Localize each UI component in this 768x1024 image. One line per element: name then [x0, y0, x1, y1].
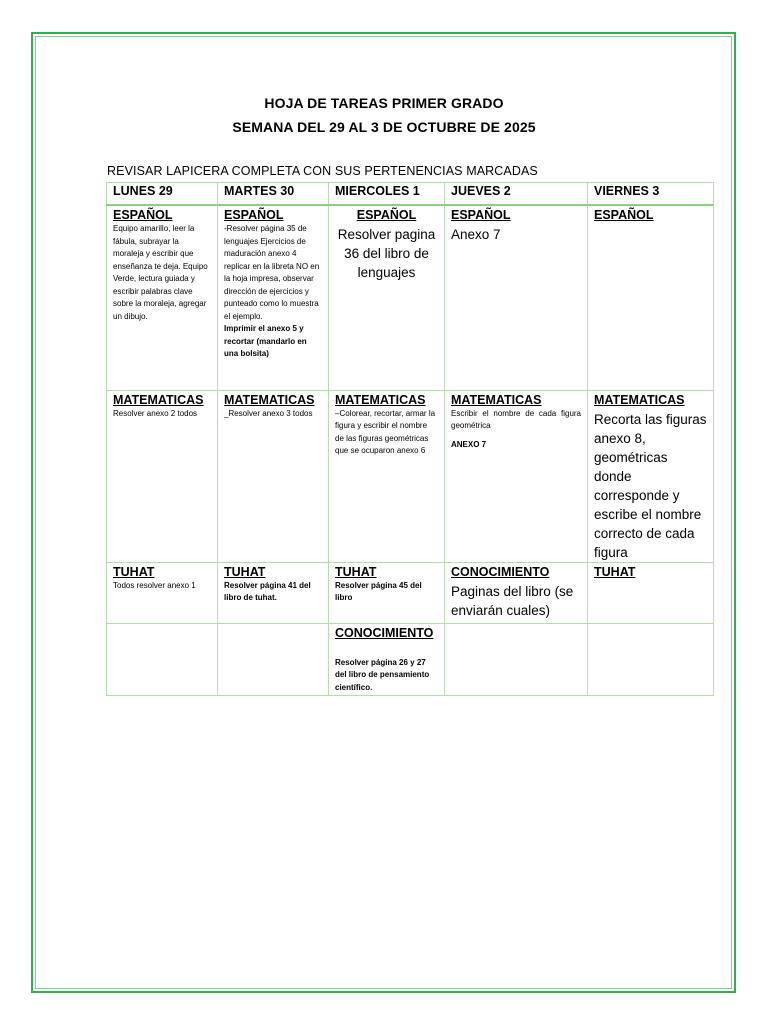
task-text: _Resolver anexo 3 todos — [224, 408, 313, 418]
day-header-wednesday: MIERCOLES 1 — [329, 183, 445, 206]
subject-heading: MATEMATICAS — [113, 392, 204, 407]
subject-heading: TUHAT — [594, 564, 636, 579]
cell-tuesday-matematicas — [218, 390, 329, 562]
task-text: Resolver página 41 del libro de tuhat. — [224, 580, 311, 602]
subject-heading: ESPAÑOL — [356, 208, 417, 222]
cell-thursday-matematicas — [445, 390, 588, 562]
task-text-bold: ANEXO 7 — [451, 439, 487, 449]
cell-empty — [218, 623, 329, 695]
table-row — [107, 390, 714, 562]
cell-friday-espanol — [588, 205, 714, 390]
cell-friday-matematicas — [588, 390, 714, 562]
cell-thursday-espanol — [445, 205, 588, 390]
subject-heading: ESPAÑOL — [594, 208, 654, 222]
task-text: –Colorear, recortar, armar la figura y escribir el nombre de las figuras geométricas que se ocuparon anexo 6 — [335, 408, 436, 455]
task-text: Resolver página 45 del libro — [335, 580, 422, 602]
subject-heading: CONOCIMIENTO — [451, 564, 550, 579]
subject-heading: ESPAÑOL — [224, 208, 284, 222]
cell-monday-tuhat — [107, 562, 218, 623]
cell-tuesday-espanol — [218, 205, 329, 390]
task-text-bold: Imprimir el anexo 5 y recortar (mandarlo en una bolsita) — [224, 324, 307, 358]
cell-tuesday-tuhat — [218, 562, 329, 623]
subject-heading: MATEMATICAS — [451, 392, 542, 407]
subject-heading: MATEMATICAS — [224, 392, 315, 407]
cell-monday-matematicas — [107, 390, 218, 562]
subject-heading: ESPAÑOL — [451, 208, 511, 222]
cell-thursday-conocimiento — [445, 562, 588, 623]
task-text: Resolver página 26 y 27 del libro de pensamiento científico. — [335, 657, 430, 692]
task-text: Paginas del libro (se enviarán cuales) — [451, 583, 574, 618]
page-subtitle: SEMANA DEL 29 AL 3 DE OCTUBRE DE 2025 — [232, 119, 536, 135]
task-text: Resolver anexo 2 todos — [113, 408, 198, 418]
cell-empty — [107, 623, 218, 695]
page-title: HOJA DE TAREAS PRIMER GRADO — [264, 95, 504, 111]
general-note: REVISAR LAPICERA COMPLETA CON SUS PERTENENCIAS MARCADAS — [107, 164, 538, 178]
table-row — [107, 623, 714, 695]
table-row — [107, 562, 714, 623]
day-header-tuesday: MARTES 30 — [218, 183, 329, 206]
cell-wednesday-tuhat — [329, 562, 445, 623]
cell-monday-espanol — [107, 205, 218, 390]
task-text: Resolver pagina 36 del libro de lenguajes — [337, 227, 436, 280]
table-header-row — [107, 183, 714, 206]
task-text: Recorta las figuras anexo 8, geométricas donde corresponde y escribe el nombre correcto de cada figura — [594, 411, 707, 560]
subject-heading: MATEMATICAS — [594, 392, 685, 407]
subject-heading: MATEMATICAS — [335, 392, 426, 407]
subject-heading: ESPAÑOL — [113, 208, 173, 222]
cell-wednesday-espanol — [329, 205, 445, 390]
table-row — [107, 205, 714, 390]
task-text: Anexo 7 — [451, 227, 501, 242]
task-text: Equipo amarillo, leer la fábula, subrayar la moraleja y escribir que enseñanza te deja. Equipo Verde, lectura guiada y escribir palabras clave sobre la moraleja, agregar un dibujo. — [113, 224, 208, 321]
subject-heading: TUHAT — [113, 564, 155, 579]
task-text: Todos resolver anexo 1 — [113, 580, 196, 590]
cell-empty — [588, 623, 714, 695]
cell-wednesday-conocimiento — [329, 623, 445, 695]
day-header-monday: LUNES 29 — [107, 183, 218, 206]
homework-table — [106, 182, 714, 696]
day-header-friday: VIERNES 3 — [588, 183, 714, 206]
task-text: Escribir el nombre de cada figura geométrica — [451, 408, 581, 430]
subject-heading: TUHAT — [224, 564, 266, 579]
cell-empty — [445, 623, 588, 695]
cell-friday-tuhat — [588, 562, 714, 623]
task-text: -Resolver página 35 de lenguajes Ejercicios de maduración anexo 4 replicar en la libreta NO en la hoja impresa, observar dirección de ejercicios y punteado como lo muestra el ejemplo. — [224, 224, 320, 321]
cell-wednesday-matematicas — [329, 390, 445, 562]
subject-heading: CONOCIMIENTO — [335, 625, 434, 640]
subject-heading: TUHAT — [335, 564, 377, 579]
day-header-thursday: JUEVES 2 — [445, 183, 588, 206]
